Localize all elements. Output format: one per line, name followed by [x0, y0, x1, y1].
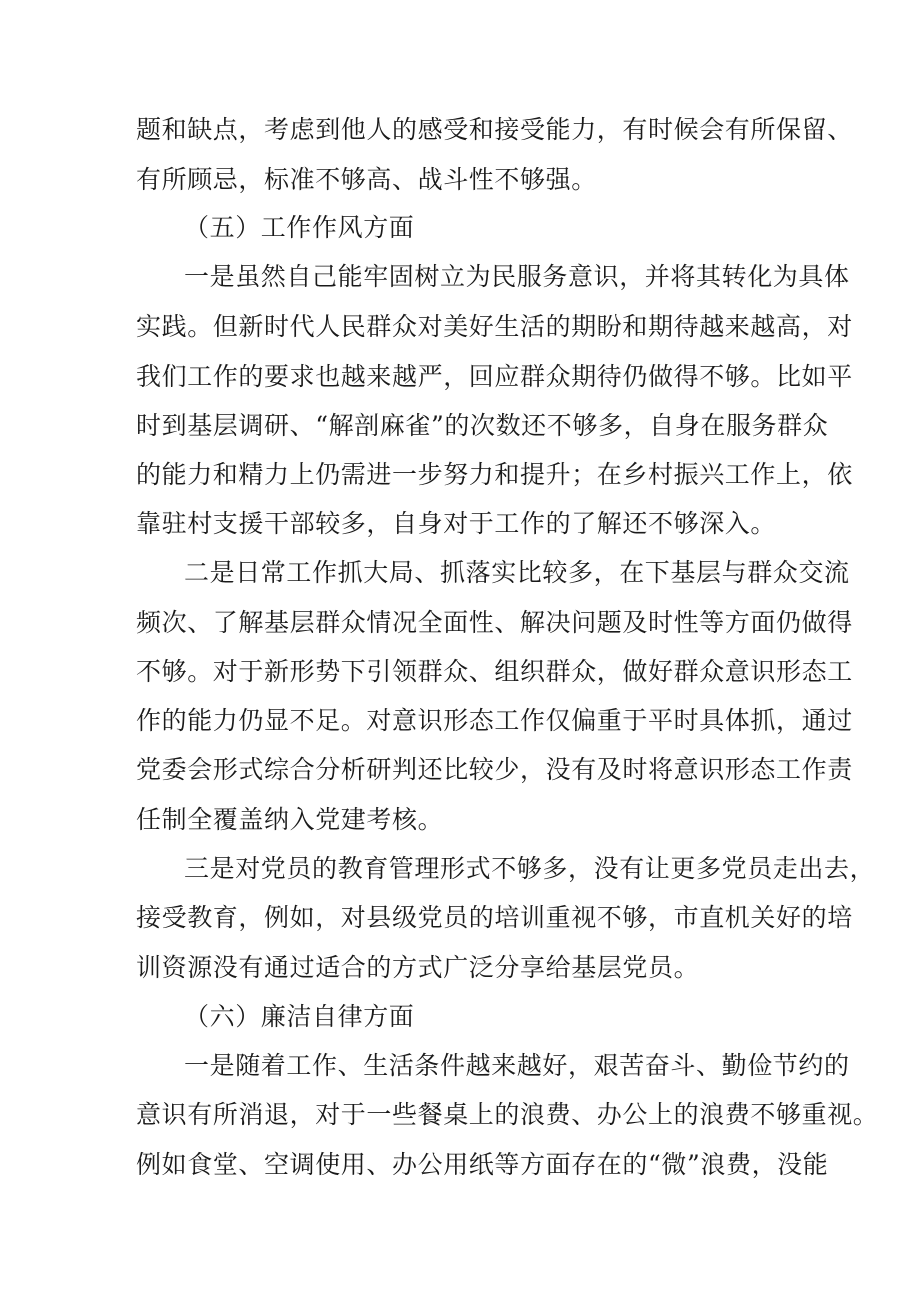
paragraph-start: 二是日常工作抓大局、抓落实比较多，在下基层与群众交流: [184, 558, 850, 587]
text-line: 任制全覆盖纳入党建考核。: [136, 805, 444, 834]
text-line: 时到基层调研、“解剖麻雀”的次数还不够多，自身在服务群众: [136, 411, 829, 440]
text-line: 我们工作的要求也越来越严，回应群众期待仍做得不够。比如平: [136, 362, 853, 391]
text-line: 训资源没有通过适合的方式广泛分享给基层党员。: [136, 953, 700, 982]
text-line: 频次、了解基层群众情况全面性、解决问题及时性等方面仍做得: [136, 608, 853, 637]
text-line: 作的能力仍显不足。对意识形态工作仅偏重于平时具体抓，通过: [136, 706, 853, 735]
text-line: 不够。对于新形势下引领群众、组织群众，做好群众意识形态工: [136, 657, 853, 686]
text-line: 的能力和精力上仍需进一步努力和提升；在乡村振兴工作上，依: [136, 460, 853, 489]
paragraph-start: 一是随着工作、生活条件越来越好，艰苦奋斗、勤俭节约的: [184, 1051, 850, 1080]
section-heading-6: （六）廉洁自律方面: [184, 1002, 415, 1031]
paragraph-start: 三是对党员的教育管理形式不够多，没有让更多党员走出去，: [184, 854, 876, 883]
text-line: 靠驻村支援干部较多，自身对于工作的了解还不够深入。: [136, 509, 777, 538]
text-line: 意识有所消退，对于一些餐桌上的浪费、办公上的浪费不够重视。: [136, 1100, 879, 1129]
section-heading-5: （五）工作作风方面: [184, 213, 415, 242]
text-line: 题和缺点，考虑到他人的感受和接受能力，有时候会有所保留、: [136, 115, 853, 144]
paragraph-start: 一是虽然自己能牢固树立为民服务意识，并将其转化为具体: [184, 262, 850, 291]
text-line: 实践。但新时代人民群众对美好生活的期盼和期待越来越高，对: [136, 312, 853, 341]
text-line: 接受教育，例如，对县级党员的培训重视不够，市直机关好的培: [136, 903, 853, 932]
text-line: 例如食堂、空调使用、办公用纸等方面存在的“微”浪费，没能: [136, 1150, 829, 1179]
text-line: 有所顾忌，标准不够高、战斗性不够强。: [136, 165, 597, 194]
text-line: 党委会形式综合分析研判还比较少，没有及时将意识形态工作责: [136, 755, 853, 784]
